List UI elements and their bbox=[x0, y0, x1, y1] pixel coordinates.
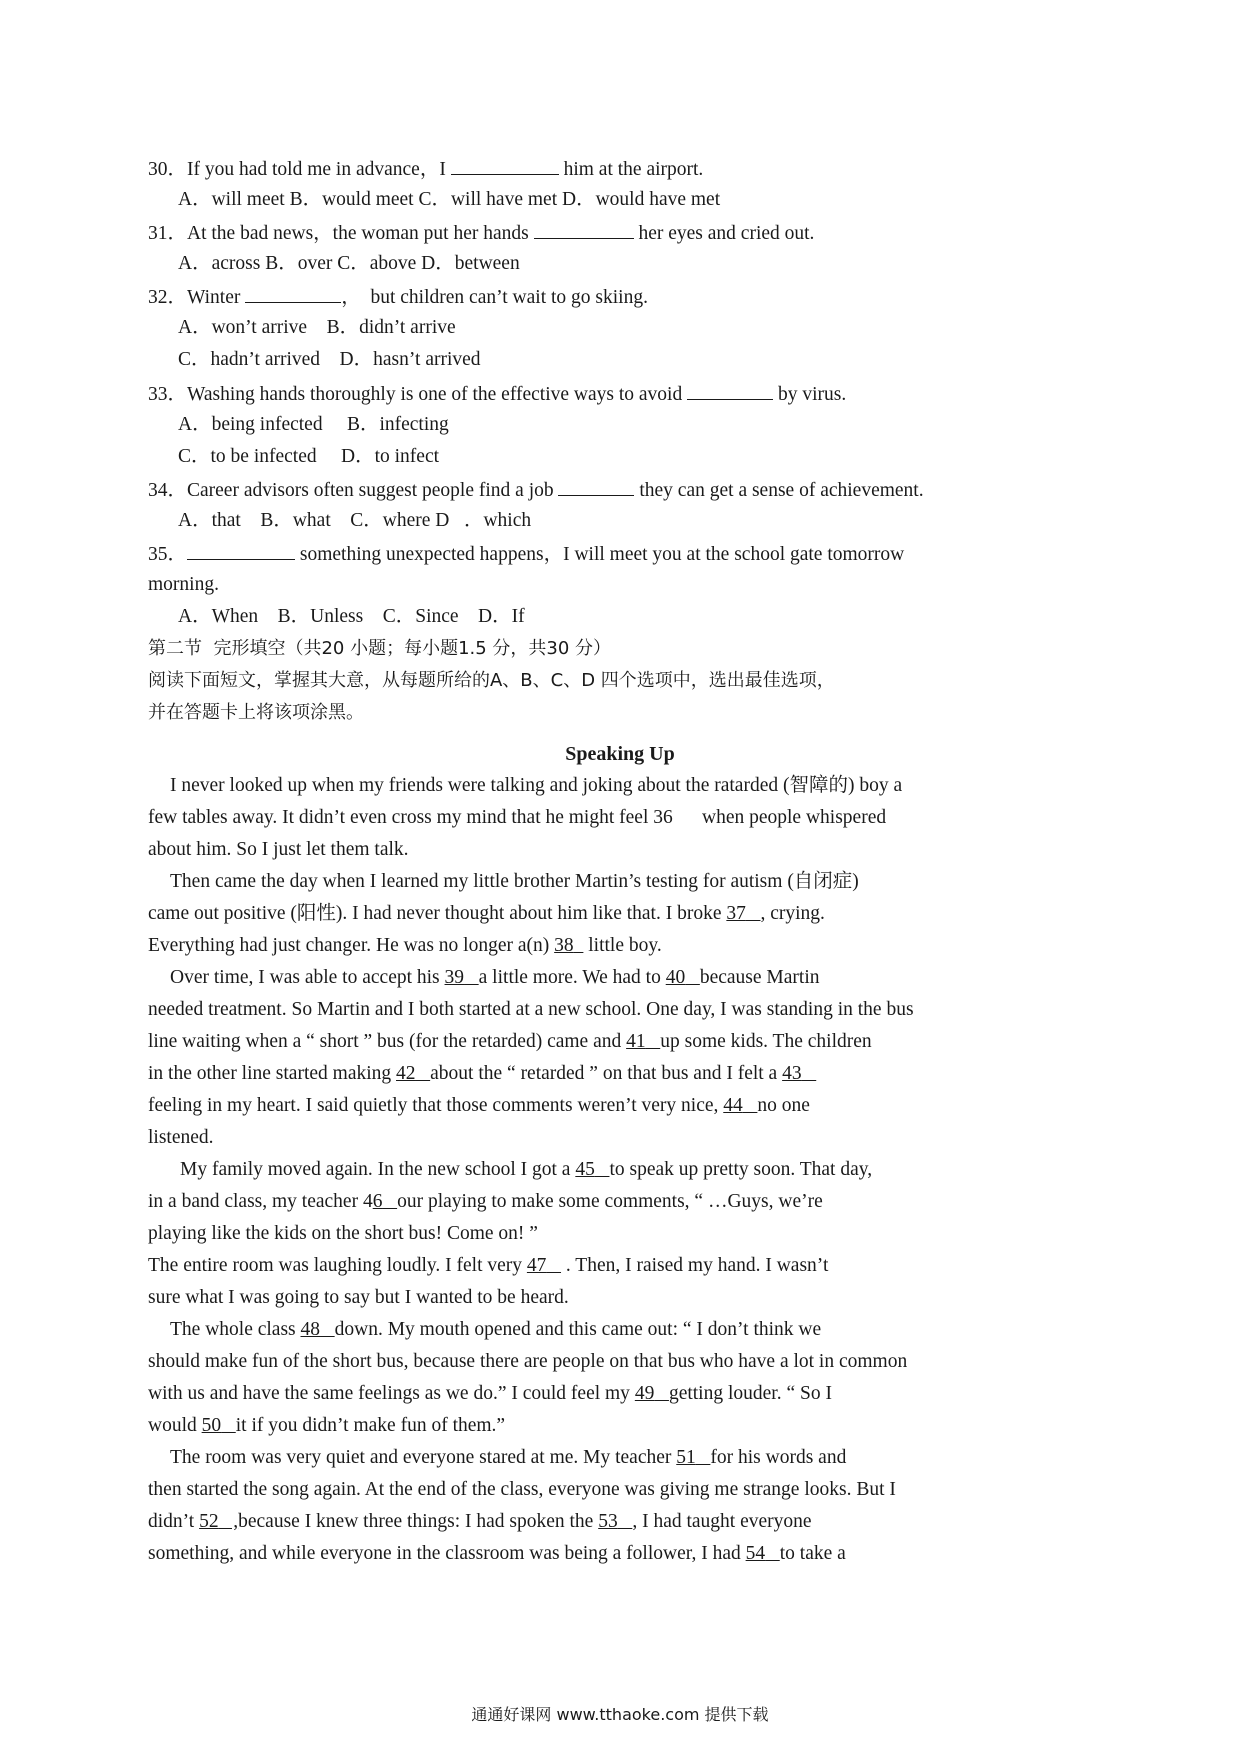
passage-line: about him. So I just let them talk. bbox=[148, 839, 409, 860]
blank-51: 51 bbox=[676, 1447, 696, 1468]
stem-text: 30．If you had told me in advance，I bbox=[148, 159, 451, 180]
blank-47: 47 bbox=[526, 1255, 547, 1276]
stem-text: by virus. bbox=[773, 384, 847, 405]
passage-line bbox=[180, 1158, 872, 1182]
question-33-options-row-2: C．to be infected D．to infect bbox=[178, 446, 440, 467]
passage-text: came out positive (阳性). I had never thought about him like that. I broke bbox=[148, 903, 727, 924]
stem-text: 35． bbox=[148, 544, 188, 565]
passage-text: would bbox=[148, 1415, 202, 1436]
passage-line: needed treatment. So Martin and I both started at a new school. One day, I was standing in the bus bbox=[148, 999, 914, 1020]
passage-text: up some kids. The children bbox=[660, 1031, 872, 1052]
passage-text: our playing to make some comments, “ …Guys, we’re bbox=[397, 1191, 823, 1212]
stem-text: 32．Winter bbox=[148, 287, 246, 308]
passage-line bbox=[148, 1542, 846, 1566]
question-35-options: A．When B．Unless C．Since D．If bbox=[178, 606, 525, 627]
passage-text: because Martin bbox=[699, 967, 820, 988]
question-31-options: A．across B．over C．above D．between bbox=[178, 253, 520, 274]
question-35-stem bbox=[148, 541, 904, 567]
stem-text: 34．Career advisors often suggest people find a job bbox=[148, 480, 559, 501]
question-33-stem bbox=[148, 381, 846, 407]
passage-text: line waiting when a “ short ” bus (for the retarded) came and bbox=[148, 1031, 627, 1052]
passage-line: few tables away. It didn’t even cross my mind that he might feel 36 when people whispered bbox=[148, 807, 887, 828]
blank-53: 53 bbox=[598, 1511, 618, 1532]
blank-52: 52 bbox=[199, 1511, 219, 1532]
passage-text: Everything had just changer. He was no longer a(n) bbox=[148, 935, 555, 956]
passage-text: because I knew three things: I had spoken the bbox=[238, 1511, 599, 1532]
passage-line: playing like the kids on the short bus! Come on! ” bbox=[148, 1223, 538, 1244]
passage-line: should make fun of the short bus, because there are people on that bus who have a lot in common bbox=[148, 1351, 908, 1372]
passage-text: for his words and bbox=[710, 1447, 847, 1468]
passage-text: getting louder. “ So I bbox=[668, 1383, 832, 1404]
passage-text: Over time, I was able to accept his bbox=[170, 967, 445, 988]
stem-text: ， but children can’t wait to go skiing. bbox=[341, 287, 648, 308]
blank-41: 41 bbox=[626, 1031, 646, 1052]
answer-blank bbox=[245, 284, 341, 303]
blank-44: 44 bbox=[723, 1095, 743, 1116]
passage-text: to speak up pretty soon. That day, bbox=[609, 1159, 873, 1180]
question-30-stem bbox=[148, 156, 703, 182]
passage-line bbox=[148, 1254, 828, 1278]
passage-line: sure what I was going to say but I wanted to be heard. bbox=[148, 1287, 569, 1308]
passage-text: The room was very quiet and everyone stared at me. My teacher bbox=[170, 1447, 677, 1468]
passage-text: , crying. bbox=[760, 903, 825, 924]
stem-text: something unexpected happens，I will meet you at the school gate tomorrow bbox=[295, 544, 905, 565]
answer-blank bbox=[534, 220, 634, 239]
passage-line bbox=[148, 1414, 505, 1438]
passage-text: didn’t bbox=[148, 1511, 200, 1532]
question-34-stem bbox=[148, 477, 924, 503]
question-32-options-row-2: C．hadn’t arrived D．hasn’t arrived bbox=[178, 349, 481, 370]
passage-line: then started the song again. At the end of the class, everyone was giving me strange looks. But I bbox=[148, 1479, 896, 1500]
section-instruction: 并在答题卡上将该项涂黑。 bbox=[148, 702, 364, 723]
passage-text: a little more. We had to bbox=[478, 967, 666, 988]
blank-43: 43 bbox=[782, 1063, 802, 1084]
passage-line bbox=[148, 1382, 832, 1406]
blank-49: 49 bbox=[634, 1383, 655, 1404]
stem-text: they can get a sense of achievement. bbox=[634, 480, 924, 501]
question-33-options-row-1: A．being infected B．infecting bbox=[178, 414, 449, 435]
section-instruction: 阅读下面短文，掌握其大意，从每题所给的A、B、C、D 四个选项中，选出最佳选项， bbox=[148, 670, 835, 691]
passage-line bbox=[170, 966, 820, 990]
passage-line bbox=[148, 1094, 810, 1118]
passage-line: listened. bbox=[148, 1127, 214, 1148]
passage-text: down. My mouth opened and this came out: “ I don’t think we bbox=[334, 1319, 822, 1340]
passage-text: something, and while everyone in the classroom was being a follower, I had bbox=[148, 1543, 746, 1564]
passage-text: little boy. bbox=[583, 935, 662, 956]
passage-title: Speaking Up bbox=[565, 743, 675, 765]
passage-line bbox=[170, 1318, 821, 1342]
passage-line bbox=[170, 1446, 846, 1470]
question-32-options-row-1: A．won’t arrive B．didn’t arrive bbox=[178, 317, 456, 338]
question-31-stem bbox=[148, 220, 814, 246]
blank-40: 40 bbox=[665, 967, 686, 988]
passage-text: with us and have the same feelings as we do.” I could feel my bbox=[148, 1383, 635, 1404]
stem-text: him at the airport. bbox=[558, 159, 704, 180]
section-heading: 第二节 完形填空（共20 小题；每小题1.5 分，共30 分） bbox=[148, 638, 612, 659]
stem-text: 33．Washing hands thoroughly is one of the effective ways to avoid bbox=[148, 384, 688, 405]
passage-line: didn’t 52 ,because I knew three things: I had spoken the 53 , I had taught everyone bbox=[148, 1511, 812, 1532]
answer-blank bbox=[187, 541, 295, 560]
passage-line bbox=[148, 902, 825, 926]
stem-text: 31．At the bad news，the woman put her hands bbox=[148, 223, 534, 244]
passage-line bbox=[148, 1062, 816, 1086]
blank-45: 45 bbox=[575, 1159, 595, 1180]
passage-text: , I had taught everyone bbox=[632, 1511, 812, 1532]
passage-text: about the “ retarded ” on that bus and I felt a bbox=[430, 1063, 783, 1084]
passage-text: to take a bbox=[779, 1543, 846, 1564]
passage-text: . Then, I raised my hand. I wasn’t bbox=[561, 1255, 829, 1276]
passage-text: The whole class bbox=[170, 1319, 301, 1340]
question-34-options: A．that B．what C．where D ．which bbox=[178, 510, 532, 531]
question-32-stem bbox=[148, 284, 648, 310]
answer-blank bbox=[451, 156, 559, 175]
page-footer: 通通好课网 www.tthaoke.com 提供下载 bbox=[471, 1705, 769, 1724]
passage-line bbox=[148, 934, 662, 958]
passage-line: I never looked up when my friends were talking and joking about the ratarded (智障的) boy a bbox=[170, 775, 903, 796]
passage-text: feeling in my heart. I said quietly that those comments weren’t very nice, bbox=[148, 1095, 724, 1116]
passage-text: in the other line started making bbox=[148, 1063, 397, 1084]
passage-line bbox=[148, 1030, 872, 1054]
passage-line: Then came the day when I learned my little brother Martin’s testing for autism (自闭症) bbox=[170, 871, 859, 892]
blank-42: 42 bbox=[396, 1063, 416, 1084]
blank-38: 38 bbox=[554, 935, 574, 956]
blank-50: 50 bbox=[201, 1415, 222, 1436]
passage-text: in a band class, my teacher 4 bbox=[148, 1191, 373, 1212]
passage-line bbox=[148, 1190, 823, 1214]
passage-text: My family moved again. In the new school I got a bbox=[180, 1159, 576, 1180]
passage-text: it if you didn’t make fun of them.” bbox=[235, 1415, 506, 1436]
blank-46: 6 bbox=[372, 1191, 383, 1212]
blank-48: 48 bbox=[300, 1319, 321, 1340]
answer-blank bbox=[558, 477, 634, 496]
answer-blank bbox=[687, 381, 773, 400]
question-30-options: A．will meet B．would meet C．will have met D．would have met bbox=[178, 189, 721, 210]
blank-54: 54 bbox=[745, 1543, 766, 1564]
passage-text: no one bbox=[757, 1095, 810, 1116]
blank-37: 37 bbox=[726, 903, 746, 924]
passage-text: The entire room was laughing loudly. I felt very bbox=[148, 1255, 527, 1276]
blank-39: 39 bbox=[444, 967, 465, 988]
question-35-stem-continued: morning. bbox=[148, 574, 219, 595]
stem-text: her eyes and cried out. bbox=[633, 223, 815, 244]
